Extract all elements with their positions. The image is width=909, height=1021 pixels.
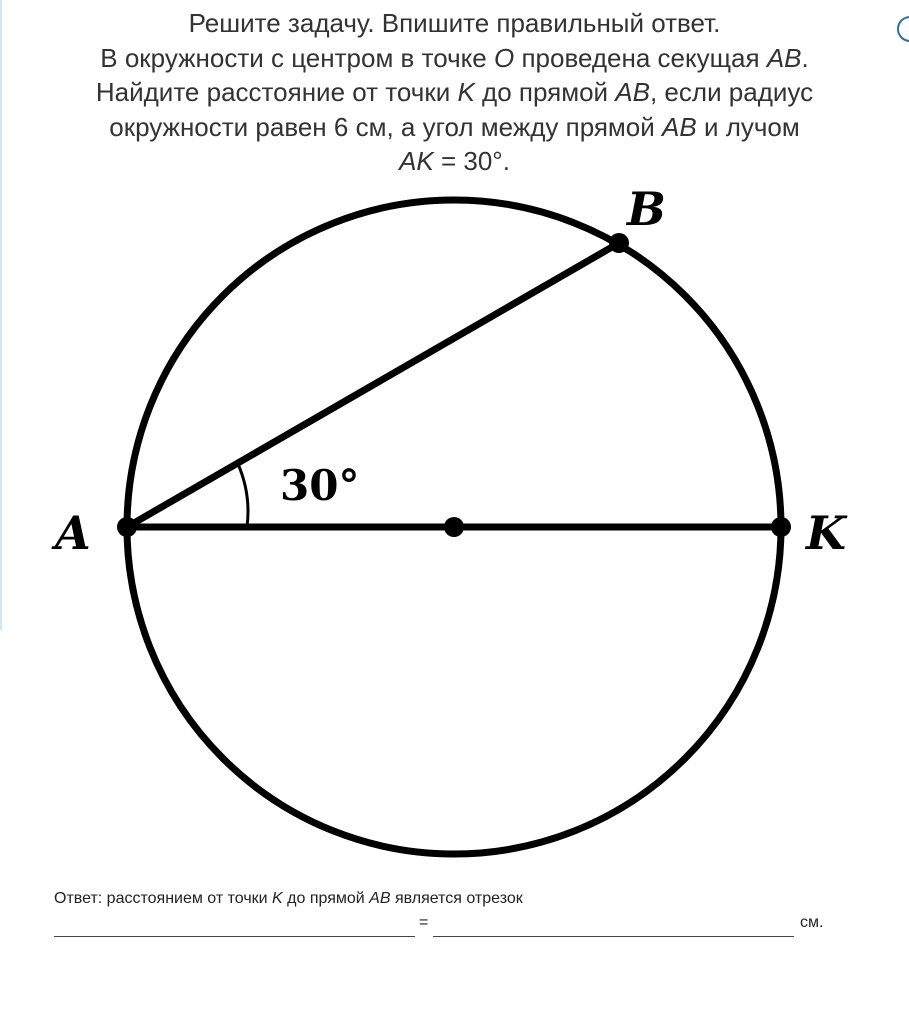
point-b [609, 233, 629, 253]
task-text: окружности равен 6 см, а угол между прямой [109, 111, 663, 142]
line-ab-ref: AB [615, 77, 650, 107]
task-line-1: Решите задачу. Впишите правильный ответ. [188, 8, 721, 38]
ray-ak-ref: AK [399, 146, 434, 176]
task-text: . [801, 42, 809, 73]
answer-prompt [54, 890, 523, 908]
label-k: K [806, 506, 846, 560]
task-text: = 30°. [433, 146, 510, 176]
task-text: Найдите расстояние от точки [95, 77, 458, 107]
segment-answer-input[interactable] [54, 914, 415, 937]
task-text: В окружности с центром в точке [100, 42, 494, 73]
label-b: B [627, 182, 666, 236]
task-text: и лучом [696, 111, 800, 142]
task-text: проведена секущая [514, 42, 767, 73]
unit-label: см. [800, 914, 824, 931]
label-a: A [55, 506, 91, 560]
answer-text: является отрезок [390, 890, 523, 907]
answer-text: до прямой [282, 890, 370, 907]
angle-label: 30° [280, 461, 360, 510]
point-k [771, 517, 791, 537]
point-o [444, 517, 464, 537]
task-text: до прямой [474, 77, 616, 107]
length-answer-input[interactable] [433, 914, 794, 937]
secant-ab [127, 243, 619, 527]
task-text: , если радиус [649, 77, 814, 107]
equals-sign: = [419, 914, 429, 931]
point-o-ref: O [493, 42, 515, 73]
answer-text: Ответ: расстоянием от точки [54, 890, 273, 907]
line-ab-ref: AB [369, 890, 391, 907]
line-ab-ref: AB [662, 111, 697, 142]
point-k-ref: K [272, 890, 283, 907]
line-ab-ref: AB [766, 42, 802, 73]
point-a [117, 517, 137, 537]
angle-arc [238, 464, 248, 527]
point-k-ref: K [457, 77, 475, 107]
